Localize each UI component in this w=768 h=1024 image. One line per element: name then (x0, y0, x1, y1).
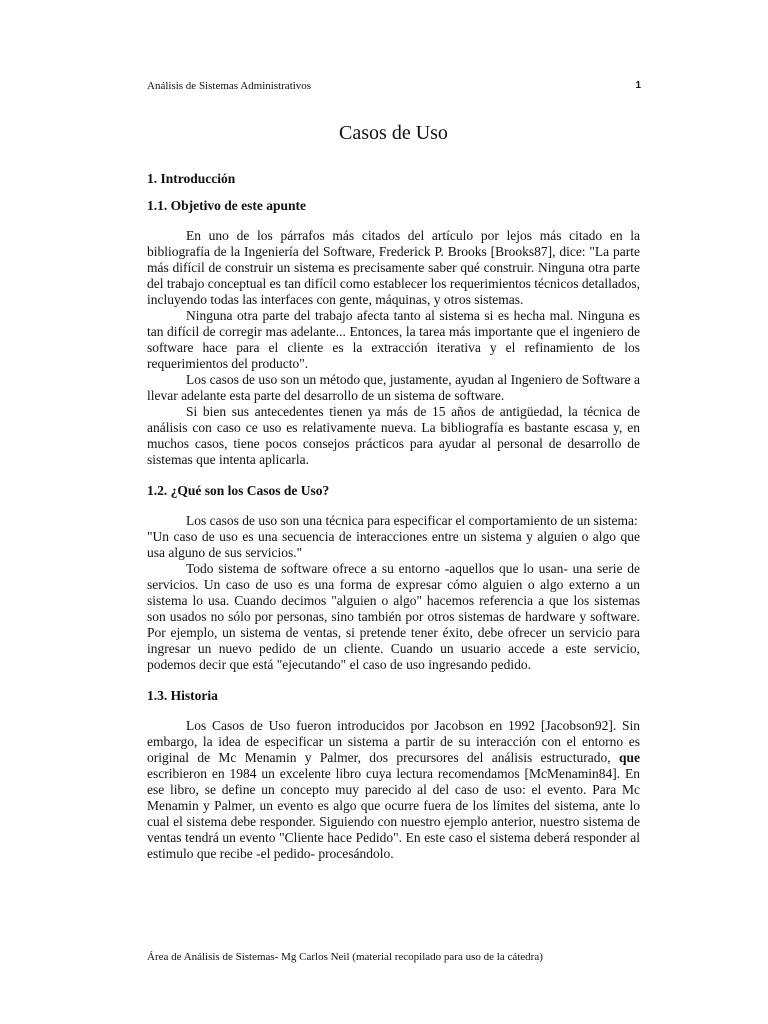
paragraph: En uno de los párrafos más citados del artículo por lejos más citado en la bibliografía de la Ingeniería del Software, Frederick P. Brooks [Brooks87], dice: "La parte más difícil de construir un sistema es precisamente saber qué construir. Ninguna otra parte del trabajo conceptual es tan difícil como establecer los requerimientos técnicos detallados, incluyendo todas las interfaces con gente, máquinas, y otros sistemas. (147, 228, 640, 307)
paragraph: Si bien sus antecedentes tienen ya más de 15 años de antigüedad, la técnica de análisis con caso ce uso es relativamente nueva. La bibliografía es bastante escasa y, en muchos casos, tiene pocos consejos prácticos para ayudar al personal de desarrollo de sistemas que intenta aplicarla. (147, 404, 640, 467)
paragraph-bold-word: que (618, 750, 640, 765)
paragraph: Todo sistema de software ofrece a su entorno -aquellos que lo usan- una serie de servicios. Un caso de uso es una forma de expresar cómo alguien o algo externo a un sistema lo usa. Cuando decimos "alguien o algo" hacemos referencia a que los sistemas son usados no sólo por personas, sino también por otros sistemas de hardware y software. Por ejemplo, un sistema de ventas, si pretende tener éxito, debe ofrecer un servicio para ingresar un nuevo pedido de un cliente. Cuando un usuario accede a este servicio, podemos decir que está "ejecutando" el caso de uso ingresando pedido. (147, 561, 640, 672)
section-heading-objetivo (147, 198, 640, 214)
section-heading-introduccion: 1. Introducción (147, 171, 236, 186)
running-header (147, 80, 641, 92)
heading-regular-part: 1.2. ¿Qué (147, 483, 205, 498)
heading-bold-part: apunte (266, 198, 306, 213)
paragraph-text: Los Casos de Uso fueron introducidos por Jacobson en 1992 [Jacobson92]. Sin embargo, la idea de especificar un sistema a partir de su interacción con el entorno es original de Mc Menamin y Palmer, dos precursores del análisis estructurado, (147, 718, 640, 765)
page-number: 1 (635, 80, 641, 91)
heading-bold-part: son los Casos (204, 483, 281, 498)
document-body (147, 122, 640, 862)
document-title: Casos de Uso (339, 122, 448, 144)
heading-bold-part: Objetivo de (170, 198, 238, 213)
heading-regular-part: de Uso? (280, 483, 330, 498)
heading-regular-part: este (237, 198, 267, 213)
spacer (147, 673, 640, 688)
paragraph: Los casos de uso son un método que, justamente, ayudan al Ingeniero de Software a llevar adelante esta parte del desarrollo de un sistema de software. (147, 372, 640, 403)
section-heading-que-son (147, 483, 640, 499)
header-course-title: Análisis de Sistemas Administrativos (147, 80, 312, 92)
heading-number: 1.1. (147, 198, 171, 213)
definition-quote: "Un caso de uso es una secuencia de interacciones entre un sistema y alguien o algo que usa alguno de sus servicios." (147, 529, 640, 560)
paragraph (147, 718, 640, 862)
paragraph: Ninguna otra parte del trabajo afecta tanto al sistema si es hecha mal. Ninguna es tan difícil de corregir mas adelante... Entonces, la tarea más importante que el ingeniero de software hace para el cliente es la extracción iterativa y el refinamiento de los requerimientos del producto". (147, 308, 640, 371)
paragraph-text: escribieron en 1984 un excelente libro cuya lectura recomendamos [McMenamin84]. En ese libro, se define un concepto muy parecido al del caso de uso: el evento. Para Mc Menamin y Palmer, un evento es algo que ocurre fuera de los límites del sistema, ante lo cual el sistema debe responder. Siguiendo con nuestro ejemplo anterior, nuestro sistema de ventas tendrá un evento "Cliente hace Pedido". En este caso el sistema deberá responder al estimulo que recibe -el pedido- procesándolo. (147, 766, 640, 861)
section-heading-historia: 1.3. Historia (147, 688, 218, 703)
paragraph: Los casos de uso son una técnica para especificar el comportamiento de un sistema: (186, 513, 638, 528)
running-footer: Área de Análisis de Sistemas- Mg Carlos Neil (material recopilado para uso de la cátedra) (147, 951, 543, 963)
spacer (147, 468, 640, 483)
